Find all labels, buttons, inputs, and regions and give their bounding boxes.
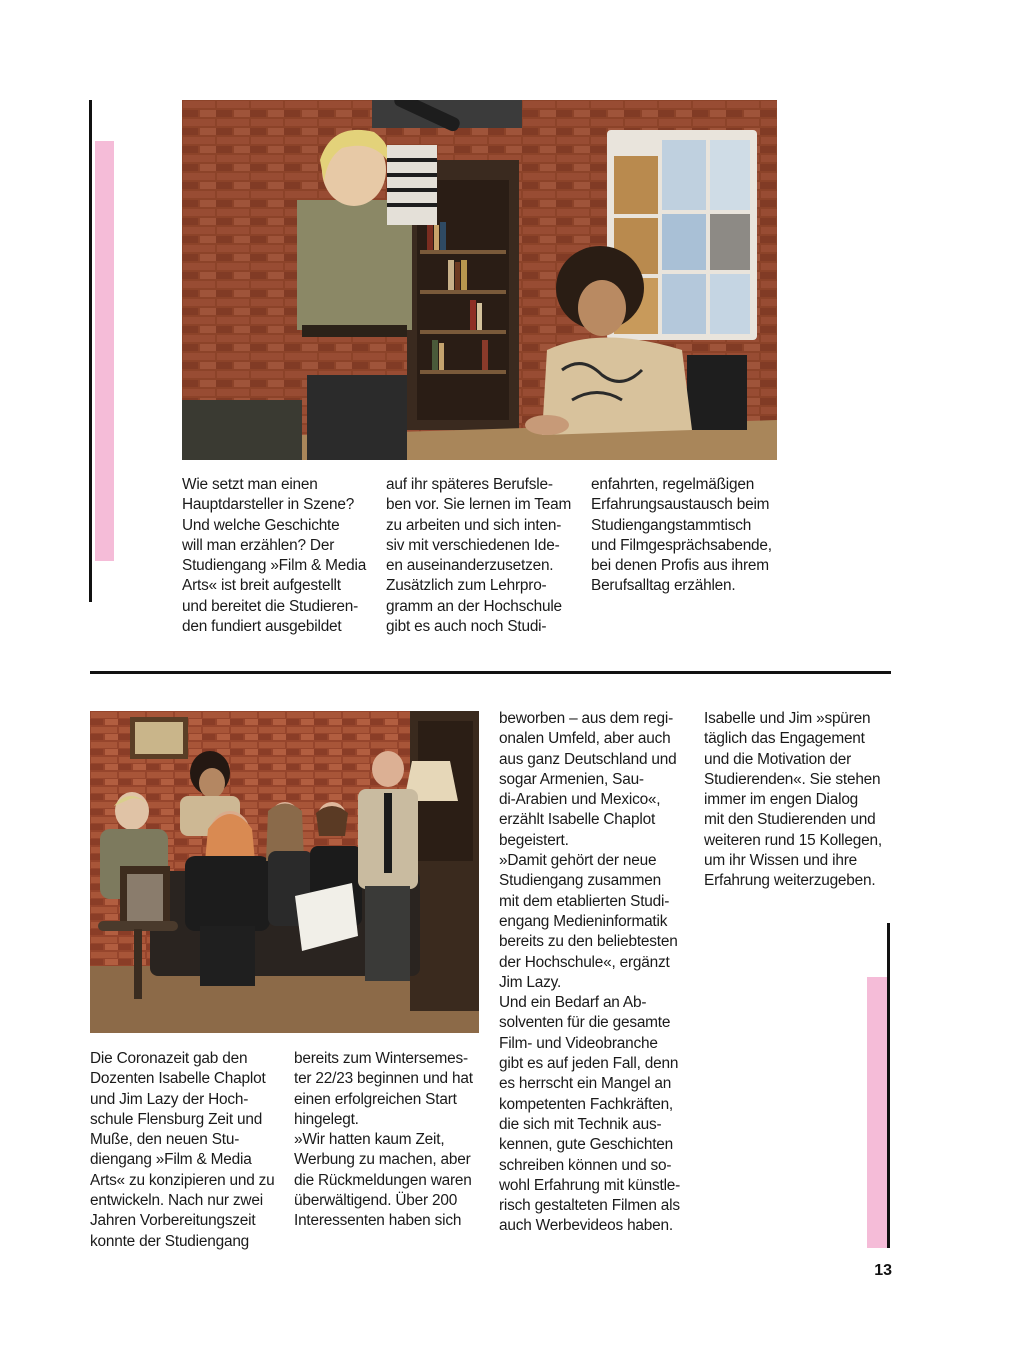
- bottom-column-3: beworben – aus dem regi- onalen Umfeld, aber auch aus ganz Deutschland und sogar Armenien, Sau- di-Arabien und Mexico«, erzählt Isabelle Chaplot begeistert. »Damit gehört der neue Studiengang zusammen mit dem etablierten Studi- engang Medieninformatik bereits zu den beliebtesten der Hochschule«, ergänzt Jim Lazy. Und ein Bedarf an Ab- solventen für die gesamte Film- und Videobranche gibt es auf jeden Fall, denn es herrscht ein Mangel an kompetenten Fachkräften, die sich mit Technik aus- kennen, gute Geschichten schreiben können und so- wohl Erfahrung mit künstle- risch gestalteten Filmen als auch Werbevideos haben.: [499, 710, 681, 1235]
- top-column-3: enfahrten, regelmäßigen Erfahrungsaustausch beim Studiengangstammtisch und Filmgesprächsabende, bei denen Profis aus ihrem Berufsalltag erzählen.: [591, 476, 772, 595]
- vertical-rule-bottom: [887, 923, 890, 1248]
- top-photo: [182, 100, 777, 460]
- page-number: 13: [874, 1262, 892, 1279]
- bottom-column-1: Die Coronazeit gab den Dozenten Isabelle Chaplot und Jim Lazy der Hoch- schule Flensburg Zeit und Muße, den neuen Stu- diengang »Film & Media Arts« zu konzipieren und zu entwickeln. Nach nur zwei Jahren Vorbereitungszeit konnte der Studiengang: [90, 1050, 275, 1250]
- pink-accent-bar-top: [95, 141, 114, 561]
- group-photo: [90, 711, 479, 1033]
- horizontal-divider: [90, 671, 891, 674]
- vertical-rule-top: [89, 100, 92, 602]
- top-column-2: auf ihr späteres Berufsle- ben vor. Sie lernen im Team zu arbeiten und sich inten- siv mit verschiedenen Ide- en auseinanderzusetzen. Zusätzlich zum Lehrpro- gramm an der Hochschule gibt es auch noch Studi-: [386, 476, 572, 636]
- top-column-1: Wie setzt man einen Hauptdarsteller in Szene? Und welche Geschichte will man erzählen? Der Studiengang »Film & Media Arts« ist breit aufgestellt und bereitet die Studieren- den fundiert ausgebildet: [182, 476, 367, 636]
- pink-accent-bar-bottom: [867, 977, 888, 1248]
- bottom-column-4: Isabelle und Jim »spüren täglich das Engagement und die Motivation der Studierenden«. Sie stehen immer im engen Dialog mit den Studierenden und weiteren rund 15 Kollegen, um ihr Wissen und ihre Erfahrung weiterzugeben.: [704, 710, 882, 890]
- bottom-column-2: bereits zum Wintersemes- ter 22/23 beginnen und hat einen erfolgreichen Start hingelegt. »Wir hatten kaum Zeit, Werbung zu machen, aber die Rückmeldungen waren überwältigend. Über 200 Interessenten haben sich: [294, 1050, 473, 1230]
